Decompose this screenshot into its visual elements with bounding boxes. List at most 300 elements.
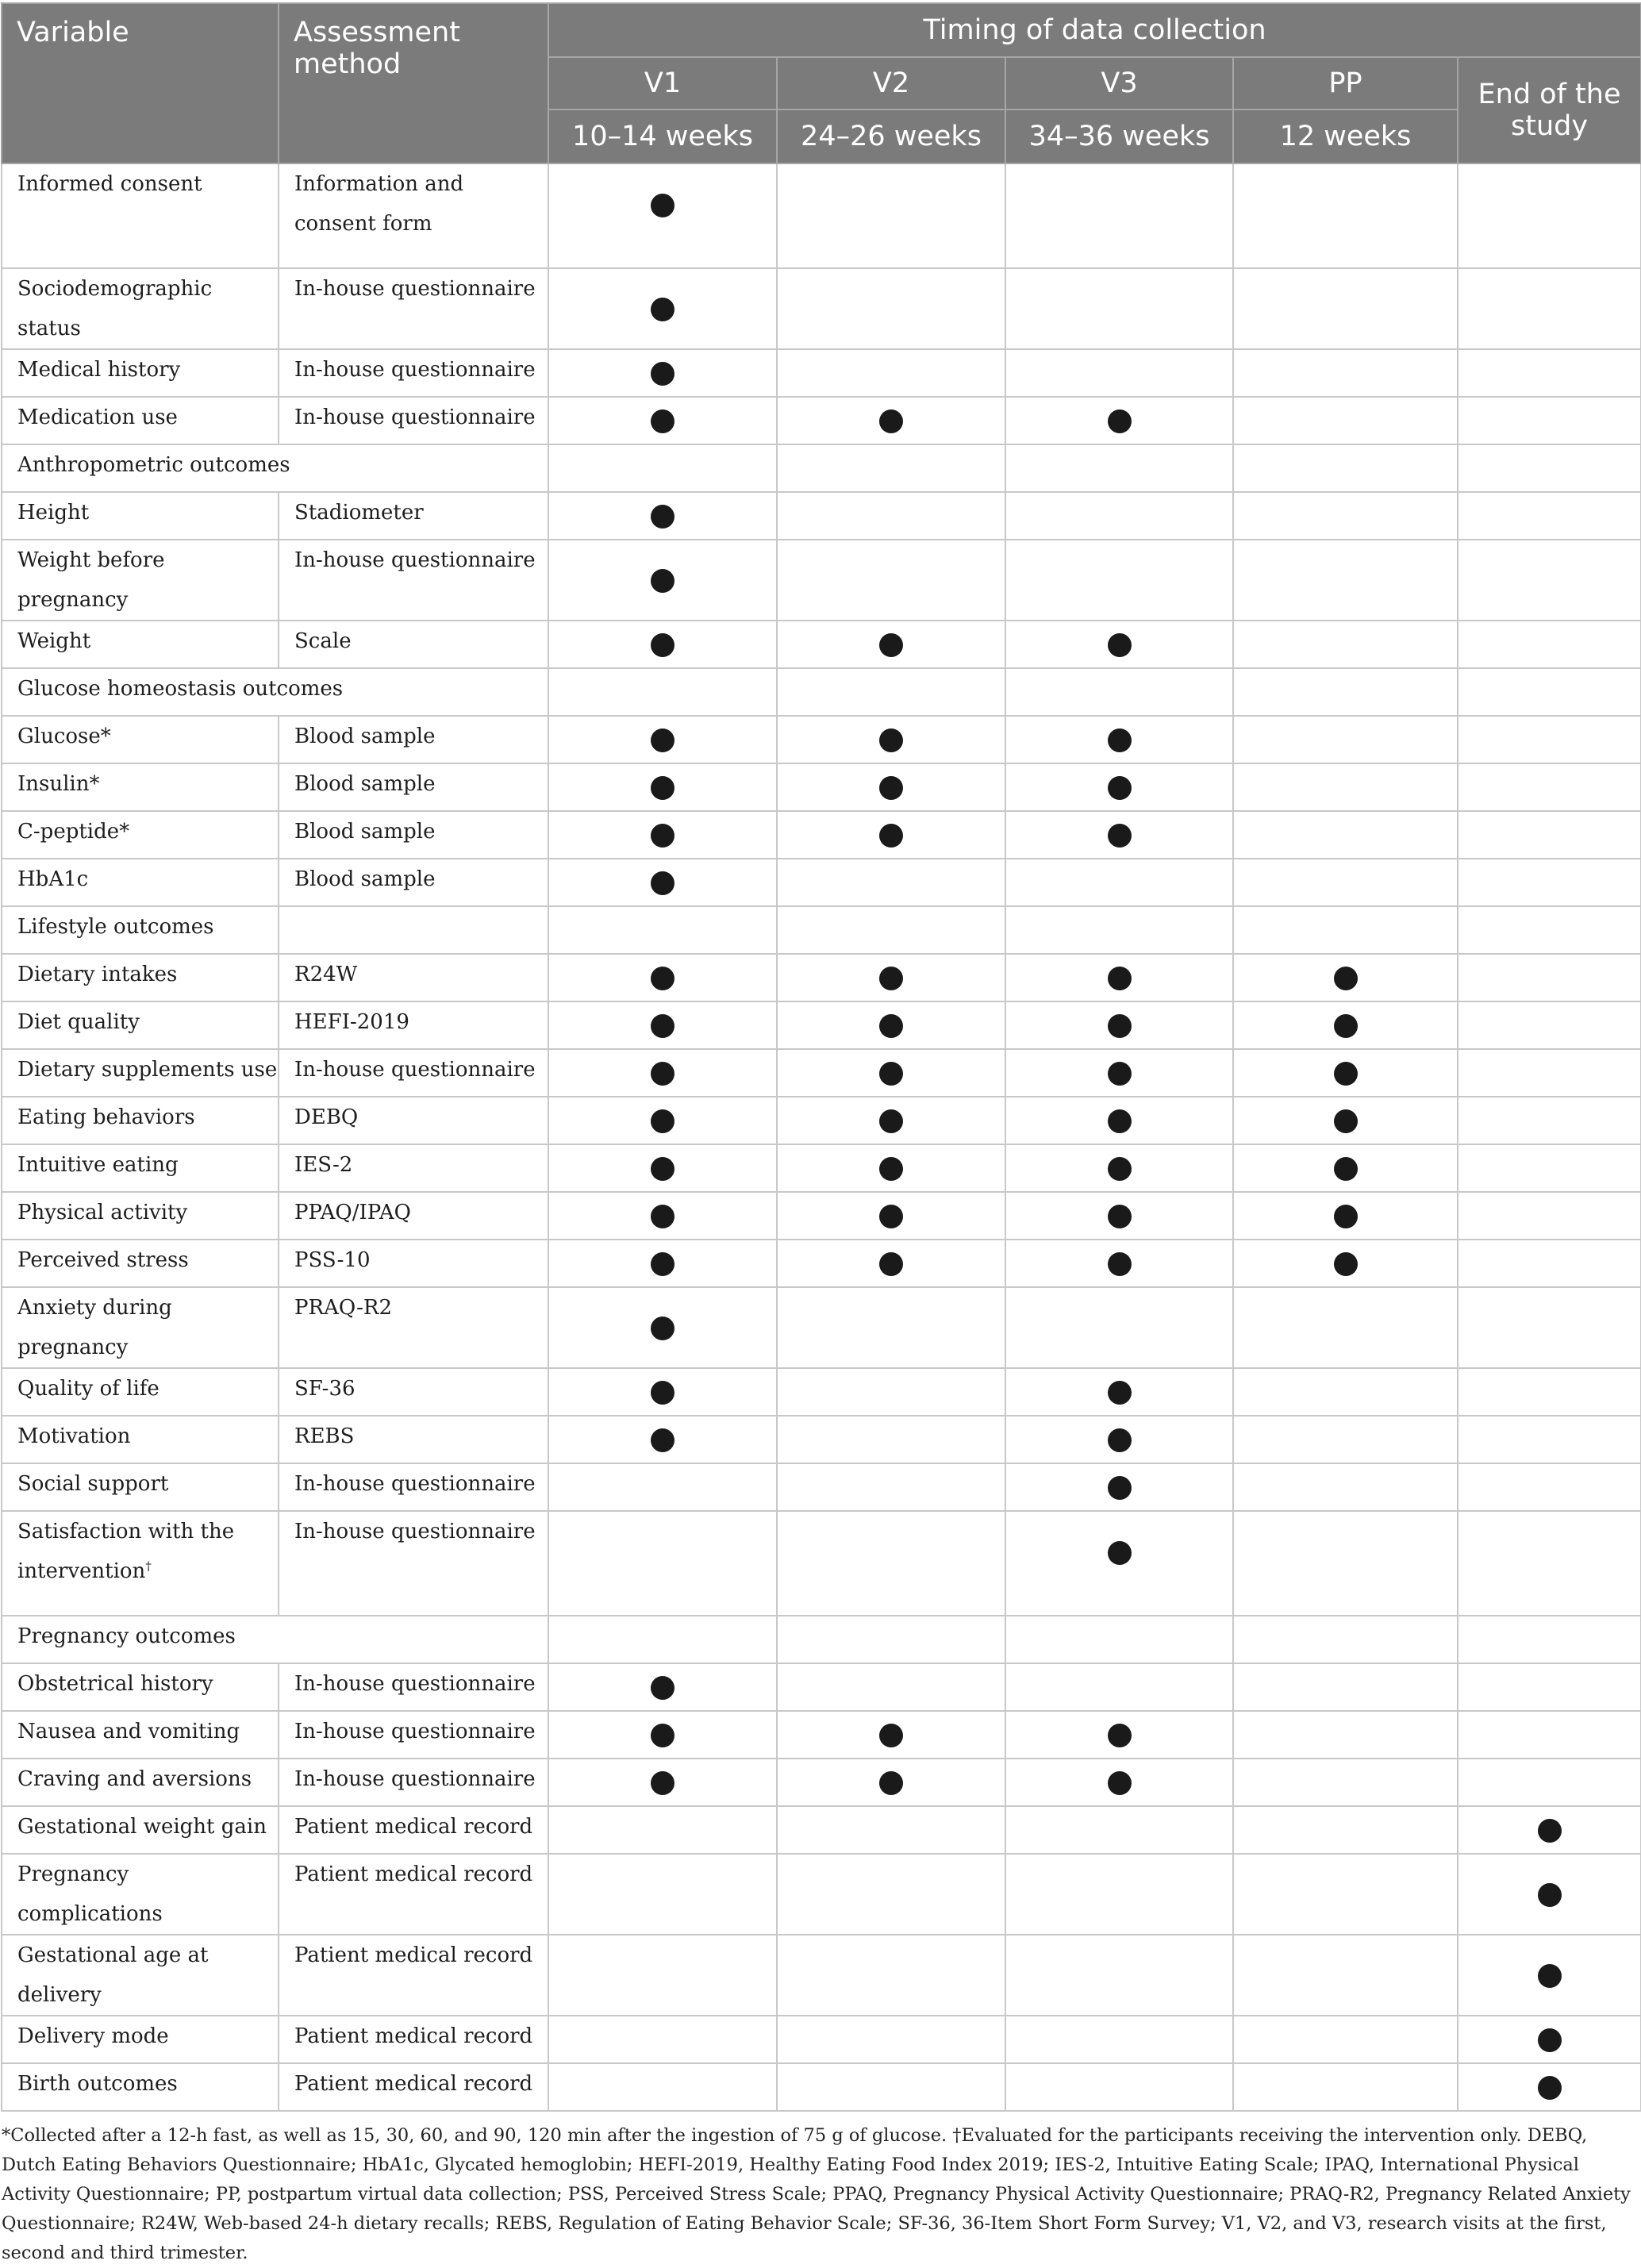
table-row (2, 2063, 1641, 2111)
mark-cell-v3 (1005, 268, 1233, 349)
variable-label: Obstetrical history (17, 1672, 213, 1696)
filled-circle-icon (1538, 1964, 1562, 1988)
mark-cell-v3 (1005, 1935, 1233, 2016)
variable-label: Nausea and vomiting (17, 1720, 240, 1743)
mark-cell-v1 (548, 1759, 777, 1806)
filled-circle-icon (651, 505, 674, 529)
section-label: Anthropometric outcomes (2, 444, 548, 492)
mark-cell-v1 (548, 1854, 777, 1935)
mark-cell-v3 (1005, 1416, 1233, 1463)
mark-cell-end (1458, 1368, 1641, 1416)
mark-cell-pp (1233, 1854, 1458, 1935)
mark-cell-v1 (548, 1416, 777, 1463)
variable-cell (2, 716, 279, 763)
header-weeks-v3: 34–36 weeks (1005, 110, 1233, 163)
variable-cell (2, 621, 279, 668)
table-row (2, 2016, 1641, 2063)
header-visit-pp: PP (1233, 57, 1458, 110)
filled-circle-icon (1108, 967, 1132, 990)
filled-circle-icon (651, 362, 674, 386)
mark-cell-v1 (548, 1806, 777, 1854)
mark-cell-v2 (777, 163, 1005, 268)
empty-cell (1458, 668, 1641, 716)
filled-circle-icon (1108, 1476, 1132, 1500)
header-timing: Timing of data collection (548, 3, 1641, 57)
filled-circle-icon (879, 409, 903, 433)
method-cell: In-house questionnaire (279, 1759, 548, 1806)
mark-cell-v3 (1005, 397, 1233, 444)
table-row (2, 1759, 1641, 1806)
mark-cell-end (1458, 811, 1641, 859)
mark-cell-v3 (1005, 1144, 1233, 1192)
variable-cell (2, 268, 279, 349)
method-cell: IES-2 (279, 1144, 548, 1192)
mark-cell-v3 (1005, 1287, 1233, 1368)
mark-cell-end (1458, 1759, 1641, 1806)
table-row (2, 1287, 1641, 1368)
filled-circle-icon (1108, 1252, 1132, 1276)
filled-circle-icon (879, 1062, 903, 1086)
method-cell: Patient medical record (279, 1806, 548, 1854)
mark-cell-v1 (548, 1463, 777, 1511)
empty-cell (777, 1616, 1005, 1663)
filled-circle-icon (1334, 1014, 1358, 1038)
mark-cell-pp (1233, 1935, 1458, 2016)
mark-cell-v2 (777, 1711, 1005, 1759)
filled-circle-icon (1334, 1252, 1358, 1276)
table-row (2, 1144, 1641, 1192)
method-cell: Blood sample (279, 763, 548, 811)
variable-label: Birth outcomes (17, 2072, 178, 2096)
table-row (2, 1192, 1641, 1240)
table-row (2, 716, 1641, 763)
mark-cell-v3 (1005, 1663, 1233, 1711)
header-visit-v2: V2 (777, 57, 1005, 110)
variable-label: Insulin* (17, 772, 100, 796)
filled-circle-icon (879, 776, 903, 800)
mark-cell-v3 (1005, 954, 1233, 1001)
method-cell: Blood sample (279, 859, 548, 906)
filled-circle-icon (651, 409, 674, 433)
method-cell: Stadiometer (279, 492, 548, 540)
mark-cell-pp (1233, 1416, 1458, 1463)
mark-cell-v2 (777, 1935, 1005, 2016)
variable-cell (2, 1711, 279, 1759)
method-cell: In-house questionnaire (279, 268, 548, 349)
variable-label: Perceived stress (17, 1248, 189, 1272)
variable-cell (2, 1144, 279, 1192)
mark-cell-v2 (777, 1192, 1005, 1240)
empty-cell (1005, 444, 1233, 492)
variable-label: Pregnancy complications (17, 1862, 163, 1926)
variable-cell (2, 492, 279, 540)
mark-cell-pp (1233, 1001, 1458, 1049)
table-footnote: *Collected after a 12-h fast, as well as 15, 30, 60, and 90, 120 min after the ingestion of 75 g of glucose. †Evaluated for the participants receiving the intervention only. DEBQ, Dutch Eating Behaviors Questionnaire; HbA1c, Glycated hemoglobin; HEFI-2019, Healthy Eating Food Index 2019; IES-2, Intuitive Eating Scale; IPAQ, International Physical Activity Questionnaire; PP, postpartum virtual data collection; PSS, Perceived Stress Scale; PPAQ, Pregnancy Physical Activity Questionnaire; PRAQ-R2, Pregnancy Related Anxiety Questionnaire; R24W, Web-based 24-h dietary recalls; REBS, Regulation of Eating Behavior Scale; SF-36, 36-Item Short Form Survey; V1, V2, and V3, research visits at the first, second and third trimester. (2, 2125, 1631, 2263)
mark-cell-end (1458, 1049, 1641, 1097)
variable-label: Weight before pregnancy (17, 548, 165, 612)
table-row (2, 1368, 1641, 1416)
variable-cell (2, 1663, 279, 1711)
footnote-marker: † (145, 1559, 152, 1574)
filled-circle-icon (879, 967, 903, 990)
mark-cell-v3 (1005, 1368, 1233, 1416)
empty-cell (777, 444, 1005, 492)
mark-cell-pp (1233, 1511, 1458, 1616)
filled-circle-icon (1108, 1541, 1132, 1565)
variable-label: Motivation (17, 1424, 131, 1448)
mark-cell-v2 (777, 1759, 1005, 1806)
filled-circle-icon (879, 1724, 903, 1747)
filled-circle-icon (651, 776, 674, 800)
mark-cell-end (1458, 492, 1641, 540)
method-cell: Patient medical record (279, 1854, 548, 1935)
table-row (2, 1511, 1641, 1616)
filled-circle-icon (1334, 1109, 1358, 1133)
mark-cell-end (1458, 1287, 1641, 1368)
filled-circle-icon (651, 633, 674, 657)
header-weeks-pp: 12 weeks (1233, 110, 1458, 163)
mark-cell-v1 (548, 540, 777, 621)
table-header (2, 3, 1641, 163)
mark-cell-pp (1233, 763, 1458, 811)
filled-circle-icon (651, 1381, 674, 1405)
mark-cell-v2 (777, 1144, 1005, 1192)
mark-cell-v2 (777, 1368, 1005, 1416)
method-cell: PRAQ-R2 (279, 1287, 548, 1368)
method-cell: REBS (279, 1416, 548, 1463)
mark-cell-v3 (1005, 1001, 1233, 1049)
method-cell: Blood sample (279, 811, 548, 859)
filled-circle-icon (1108, 1062, 1132, 1086)
table-row (2, 906, 1641, 954)
method-cell: Patient medical record (279, 2016, 548, 2063)
mark-cell-end (1458, 268, 1641, 349)
mark-cell-pp (1233, 859, 1458, 906)
method-cell: In-house questionnaire (279, 1463, 548, 1511)
variable-cell (2, 1240, 279, 1287)
method-cell: HEFI-2019 (279, 1001, 548, 1049)
table-row (2, 1711, 1641, 1759)
variable-label: Medical history (17, 358, 181, 382)
variable-label: Glucose* (17, 725, 111, 748)
table-row (2, 763, 1641, 811)
section-label: Pregnancy outcomes (2, 1616, 548, 1663)
filled-circle-icon (1108, 1381, 1132, 1405)
mark-cell-v1 (548, 1935, 777, 2016)
mark-cell-v3 (1005, 1192, 1233, 1240)
variable-label: Social support (17, 1472, 169, 1496)
mark-cell-v3 (1005, 1097, 1233, 1144)
mark-cell-v2 (777, 1287, 1005, 1368)
method-cell: In-house questionnaire (279, 397, 548, 444)
mark-cell-end (1458, 1144, 1641, 1192)
mark-cell-pp (1233, 2016, 1458, 2063)
mark-cell-pp (1233, 811, 1458, 859)
mark-cell-pp (1233, 163, 1458, 268)
mark-cell-v3 (1005, 1240, 1233, 1287)
method-cell: In-house questionnaire (279, 1511, 548, 1616)
mark-cell-pp (1233, 1711, 1458, 1759)
table-row (2, 954, 1641, 1001)
table-row (2, 1097, 1641, 1144)
mark-cell-v3 (1005, 540, 1233, 621)
filled-circle-icon (651, 871, 674, 895)
empty-cell (548, 444, 777, 492)
mark-cell-end (1458, 954, 1641, 1001)
mark-cell-end (1458, 163, 1641, 268)
variable-cell (2, 1935, 279, 2016)
header-assessment-method: Assessment method (279, 3, 548, 163)
mark-cell-pp (1233, 492, 1458, 540)
filled-circle-icon (1334, 1157, 1358, 1181)
mark-cell-v1 (548, 2016, 777, 2063)
filled-circle-icon (651, 1428, 674, 1452)
mark-cell-pp (1233, 1663, 1458, 1711)
empty-cell (548, 668, 777, 716)
filled-circle-icon (1538, 1819, 1562, 1843)
mark-cell-v1 (548, 1240, 777, 1287)
table-row (2, 1463, 1641, 1511)
mark-cell-v2 (777, 1240, 1005, 1287)
variable-label: Medication use (17, 406, 178, 429)
mark-cell-v3 (1005, 811, 1233, 859)
mark-cell-v1 (548, 1144, 777, 1192)
mark-cell-pp (1233, 1287, 1458, 1368)
mark-cell-end (1458, 1806, 1641, 1854)
table-body (2, 163, 1641, 2111)
table-row (2, 1240, 1641, 1287)
table-row (2, 349, 1641, 397)
mark-cell-pp (1233, 268, 1458, 349)
method-cell: Scale (279, 621, 548, 668)
filled-circle-icon (1108, 1428, 1132, 1452)
method-cell: In-house questionnaire (279, 349, 548, 397)
table-row (2, 1663, 1641, 1711)
empty-cell (548, 1616, 777, 1663)
mark-cell-v1 (548, 268, 777, 349)
filled-circle-icon (651, 967, 674, 990)
empty-cell (1005, 668, 1233, 716)
empty-cell (1233, 1616, 1458, 1663)
variable-label: Diet quality (17, 1010, 140, 1034)
mark-cell-v1 (548, 1287, 777, 1368)
mark-cell-v1 (548, 1368, 777, 1416)
variable-cell (2, 2016, 279, 2063)
mark-cell-v3 (1005, 859, 1233, 906)
table-row (2, 397, 1641, 444)
mark-cell-pp (1233, 716, 1458, 763)
mark-cell-v1 (548, 859, 777, 906)
filled-circle-icon (651, 1109, 674, 1133)
filled-circle-icon (651, 1205, 674, 1228)
mark-cell-v1 (548, 811, 777, 859)
mark-cell-v2 (777, 811, 1005, 859)
mark-cell-pp (1233, 1463, 1458, 1511)
filled-circle-icon (651, 1724, 674, 1747)
filled-circle-icon (879, 1109, 903, 1133)
method-cell: Patient medical record (279, 1935, 548, 2016)
mark-cell-pp (1233, 1759, 1458, 1806)
mark-cell-v3 (1005, 1511, 1233, 1616)
filled-circle-icon (879, 728, 903, 752)
filled-circle-icon (879, 1205, 903, 1228)
mark-cell-v3 (1005, 349, 1233, 397)
filled-circle-icon (879, 824, 903, 848)
method-cell: In-house questionnaire (279, 1049, 548, 1097)
mark-cell-pp (1233, 1368, 1458, 1416)
table-row (2, 268, 1641, 349)
variable-cell (2, 1001, 279, 1049)
variable-cell (2, 1854, 279, 1935)
filled-circle-icon (651, 1317, 674, 1340)
mark-cell-v2 (777, 1663, 1005, 1711)
mark-cell-end (1458, 397, 1641, 444)
empty-cell (777, 668, 1005, 716)
method-cell: DEBQ (279, 1097, 548, 1144)
variable-cell (2, 1759, 279, 1806)
filled-circle-icon (1538, 2028, 1562, 2052)
variable-cell (2, 1192, 279, 1240)
variable-cell (2, 811, 279, 859)
variable-label: Eating behaviors (17, 1105, 195, 1129)
filled-circle-icon (1538, 1883, 1562, 1907)
mark-cell-v2 (777, 859, 1005, 906)
variable-cell (2, 1416, 279, 1463)
empty-cell (1005, 1616, 1233, 1663)
mark-cell-v2 (777, 1806, 1005, 1854)
variable-label: Sociodemographic status (17, 277, 213, 340)
filled-circle-icon (1108, 824, 1132, 848)
mark-cell-v1 (548, 716, 777, 763)
mark-cell-v1 (548, 163, 777, 268)
mark-cell-v1 (548, 621, 777, 668)
table-row (2, 859, 1641, 906)
variable-label: Informed consent (17, 172, 202, 196)
variable-label: Dietary intakes (17, 963, 178, 986)
filled-circle-icon (1108, 1109, 1132, 1133)
mark-cell-v3 (1005, 906, 1233, 954)
mark-cell-end (1458, 859, 1641, 906)
table-row (2, 540, 1641, 621)
mark-cell-end (1458, 2063, 1641, 2111)
mark-cell-v3 (1005, 1711, 1233, 1759)
filled-circle-icon (1334, 1062, 1358, 1086)
variable-cell (2, 163, 279, 268)
mark-cell-v1 (548, 1511, 777, 1616)
mark-cell-end (1458, 1854, 1641, 1935)
variable-label: Weight (17, 629, 91, 653)
mark-cell-pp (1233, 349, 1458, 397)
mark-cell-end (1458, 1097, 1641, 1144)
filled-circle-icon (1108, 1724, 1132, 1747)
filled-circle-icon (1538, 2076, 1562, 2100)
filled-circle-icon (1108, 776, 1132, 800)
filled-circle-icon (651, 1062, 674, 1086)
variable-cell (2, 763, 279, 811)
mark-cell-end (1458, 1711, 1641, 1759)
variable-cell (2, 1368, 279, 1416)
mark-cell-v2 (777, 397, 1005, 444)
mark-cell-v1 (548, 1049, 777, 1097)
mark-cell-pp (1233, 540, 1458, 621)
variable-cell (2, 1511, 279, 1616)
variable-cell (2, 2063, 279, 2111)
filled-circle-icon (651, 728, 674, 752)
mark-cell-v2 (777, 954, 1005, 1001)
mark-cell-v2 (777, 1001, 1005, 1049)
mark-cell-pp (1233, 906, 1458, 954)
filled-circle-icon (1108, 1205, 1132, 1228)
filled-circle-icon (879, 1771, 903, 1795)
filled-circle-icon (651, 569, 674, 593)
filled-circle-icon (879, 1157, 903, 1181)
filled-circle-icon (1334, 1205, 1358, 1228)
mark-cell-v2 (777, 2063, 1005, 2111)
filled-circle-icon (651, 1014, 674, 1038)
variable-label: Quality of life (17, 1377, 159, 1401)
variable-label: Delivery mode (17, 2024, 169, 2048)
mark-cell-v3 (1005, 2063, 1233, 2111)
mark-cell-end (1458, 621, 1641, 668)
header-visit-v3: V3 (1005, 57, 1233, 110)
filled-circle-icon (651, 1157, 674, 1181)
mark-cell-pp (1233, 1806, 1458, 1854)
filled-circle-icon (1108, 1157, 1132, 1181)
table-row (2, 1001, 1641, 1049)
mark-cell-end (1458, 1001, 1641, 1049)
filled-circle-icon (1108, 409, 1132, 433)
mark-cell-end (1458, 716, 1641, 763)
section-label: Glucose homeostasis outcomes (2, 668, 548, 716)
mark-cell-v2 (777, 1463, 1005, 1511)
mark-cell-end (1458, 906, 1641, 954)
table-row (2, 1049, 1641, 1097)
mark-cell-v2 (777, 716, 1005, 763)
variable-cell (2, 906, 279, 954)
filled-circle-icon (651, 194, 674, 217)
mark-cell-v1 (548, 1663, 777, 1711)
mark-cell-pp (1233, 954, 1458, 1001)
filled-circle-icon (1108, 1771, 1132, 1795)
mark-cell-pp (1233, 397, 1458, 444)
mark-cell-pp (1233, 1192, 1458, 1240)
mark-cell-v2 (777, 540, 1005, 621)
mark-cell-v1 (548, 1192, 777, 1240)
mark-cell-v2 (777, 1416, 1005, 1463)
mark-cell-v2 (777, 349, 1005, 397)
mark-cell-v3 (1005, 1806, 1233, 1854)
filled-circle-icon (1334, 967, 1358, 990)
mark-cell-pp (1233, 1049, 1458, 1097)
method-cell: In-house questionnaire (279, 1663, 548, 1711)
mark-cell-v2 (777, 1049, 1005, 1097)
mark-cell-end (1458, 1416, 1641, 1463)
variable-label: Craving and aversions (17, 1767, 252, 1791)
variable-label: Lifestyle outcomes (17, 915, 214, 939)
mark-cell-v1 (548, 906, 777, 954)
variable-label: HbA1c (17, 867, 89, 891)
variable-label: Physical activity (17, 1201, 188, 1224)
filled-circle-icon (879, 633, 903, 657)
empty-cell (1458, 444, 1641, 492)
mark-cell-end (1458, 1192, 1641, 1240)
filled-circle-icon (879, 1252, 903, 1276)
variable-cell (2, 397, 279, 444)
variable-cell (2, 1806, 279, 1854)
mark-cell-v3 (1005, 163, 1233, 268)
mark-cell-v3 (1005, 492, 1233, 540)
table-row (2, 1854, 1641, 1935)
